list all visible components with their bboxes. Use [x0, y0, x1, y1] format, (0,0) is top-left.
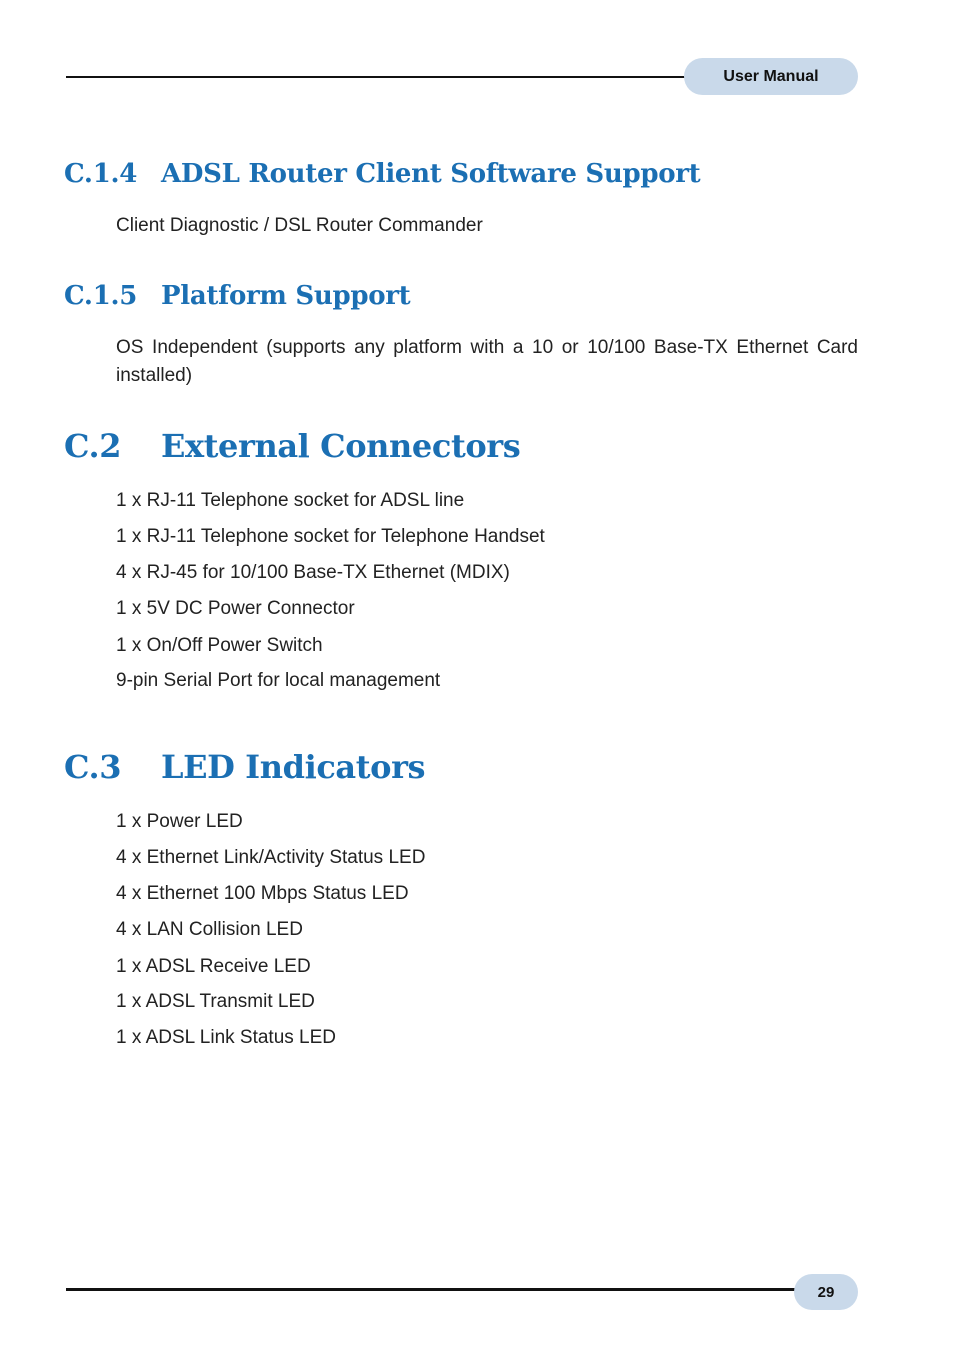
list-item: 4 x Ethernet Link/Activity Status LED — [116, 847, 426, 868]
section-number: C.1.4 — [64, 159, 138, 189]
section-title: LED Indicators — [161, 748, 426, 786]
list-item: 1 x Power LED — [116, 811, 243, 832]
list-item: 1 x ADSL Transmit LED — [116, 991, 315, 1012]
list-item: 1 x RJ-11 Telephone socket for ADSL line — [116, 490, 465, 511]
list-item: 1 x 5V DC Power Connector — [116, 598, 355, 619]
footer-rule — [66, 1288, 798, 1291]
section-body-c15: OS Independent (supports any platform with a 10 or 10/100 Base-TX Ethernet Card installed) — [116, 337, 858, 386]
page-number: 29 — [794, 1274, 858, 1310]
list-item: 4 x LAN Collision LED — [116, 919, 303, 940]
section-title: External Connectors — [161, 427, 521, 465]
list-item: 1 x ADSL Link Status LED — [116, 1027, 337, 1048]
section-title: ADSL Router Client Software Support — [161, 159, 701, 189]
list-item: 1 x On/Off Power Switch — [116, 635, 323, 656]
list-item: 4 x RJ-45 for 10/100 Base-TX Ethernet (MDIX) — [116, 562, 510, 583]
section-body-c14: Client Diagnostic / DSL Router Commander — [116, 215, 483, 236]
list-item: 4 x Ethernet 100 Mbps Status LED — [116, 883, 409, 904]
header-label: User Manual — [684, 58, 858, 95]
section-number: C.2 — [64, 427, 122, 465]
section-number: C.3 — [64, 748, 122, 786]
section-title: Platform Support — [161, 281, 411, 311]
list-item: 9-pin Serial Port for local management — [116, 670, 441, 691]
section-number: C.1.5 — [64, 281, 138, 311]
list-item: 1 x ADSL Receive LED — [116, 956, 311, 977]
header-rule — [66, 76, 726, 78]
list-item: 1 x RJ-11 Telephone socket for Telephone Handset — [116, 526, 545, 547]
